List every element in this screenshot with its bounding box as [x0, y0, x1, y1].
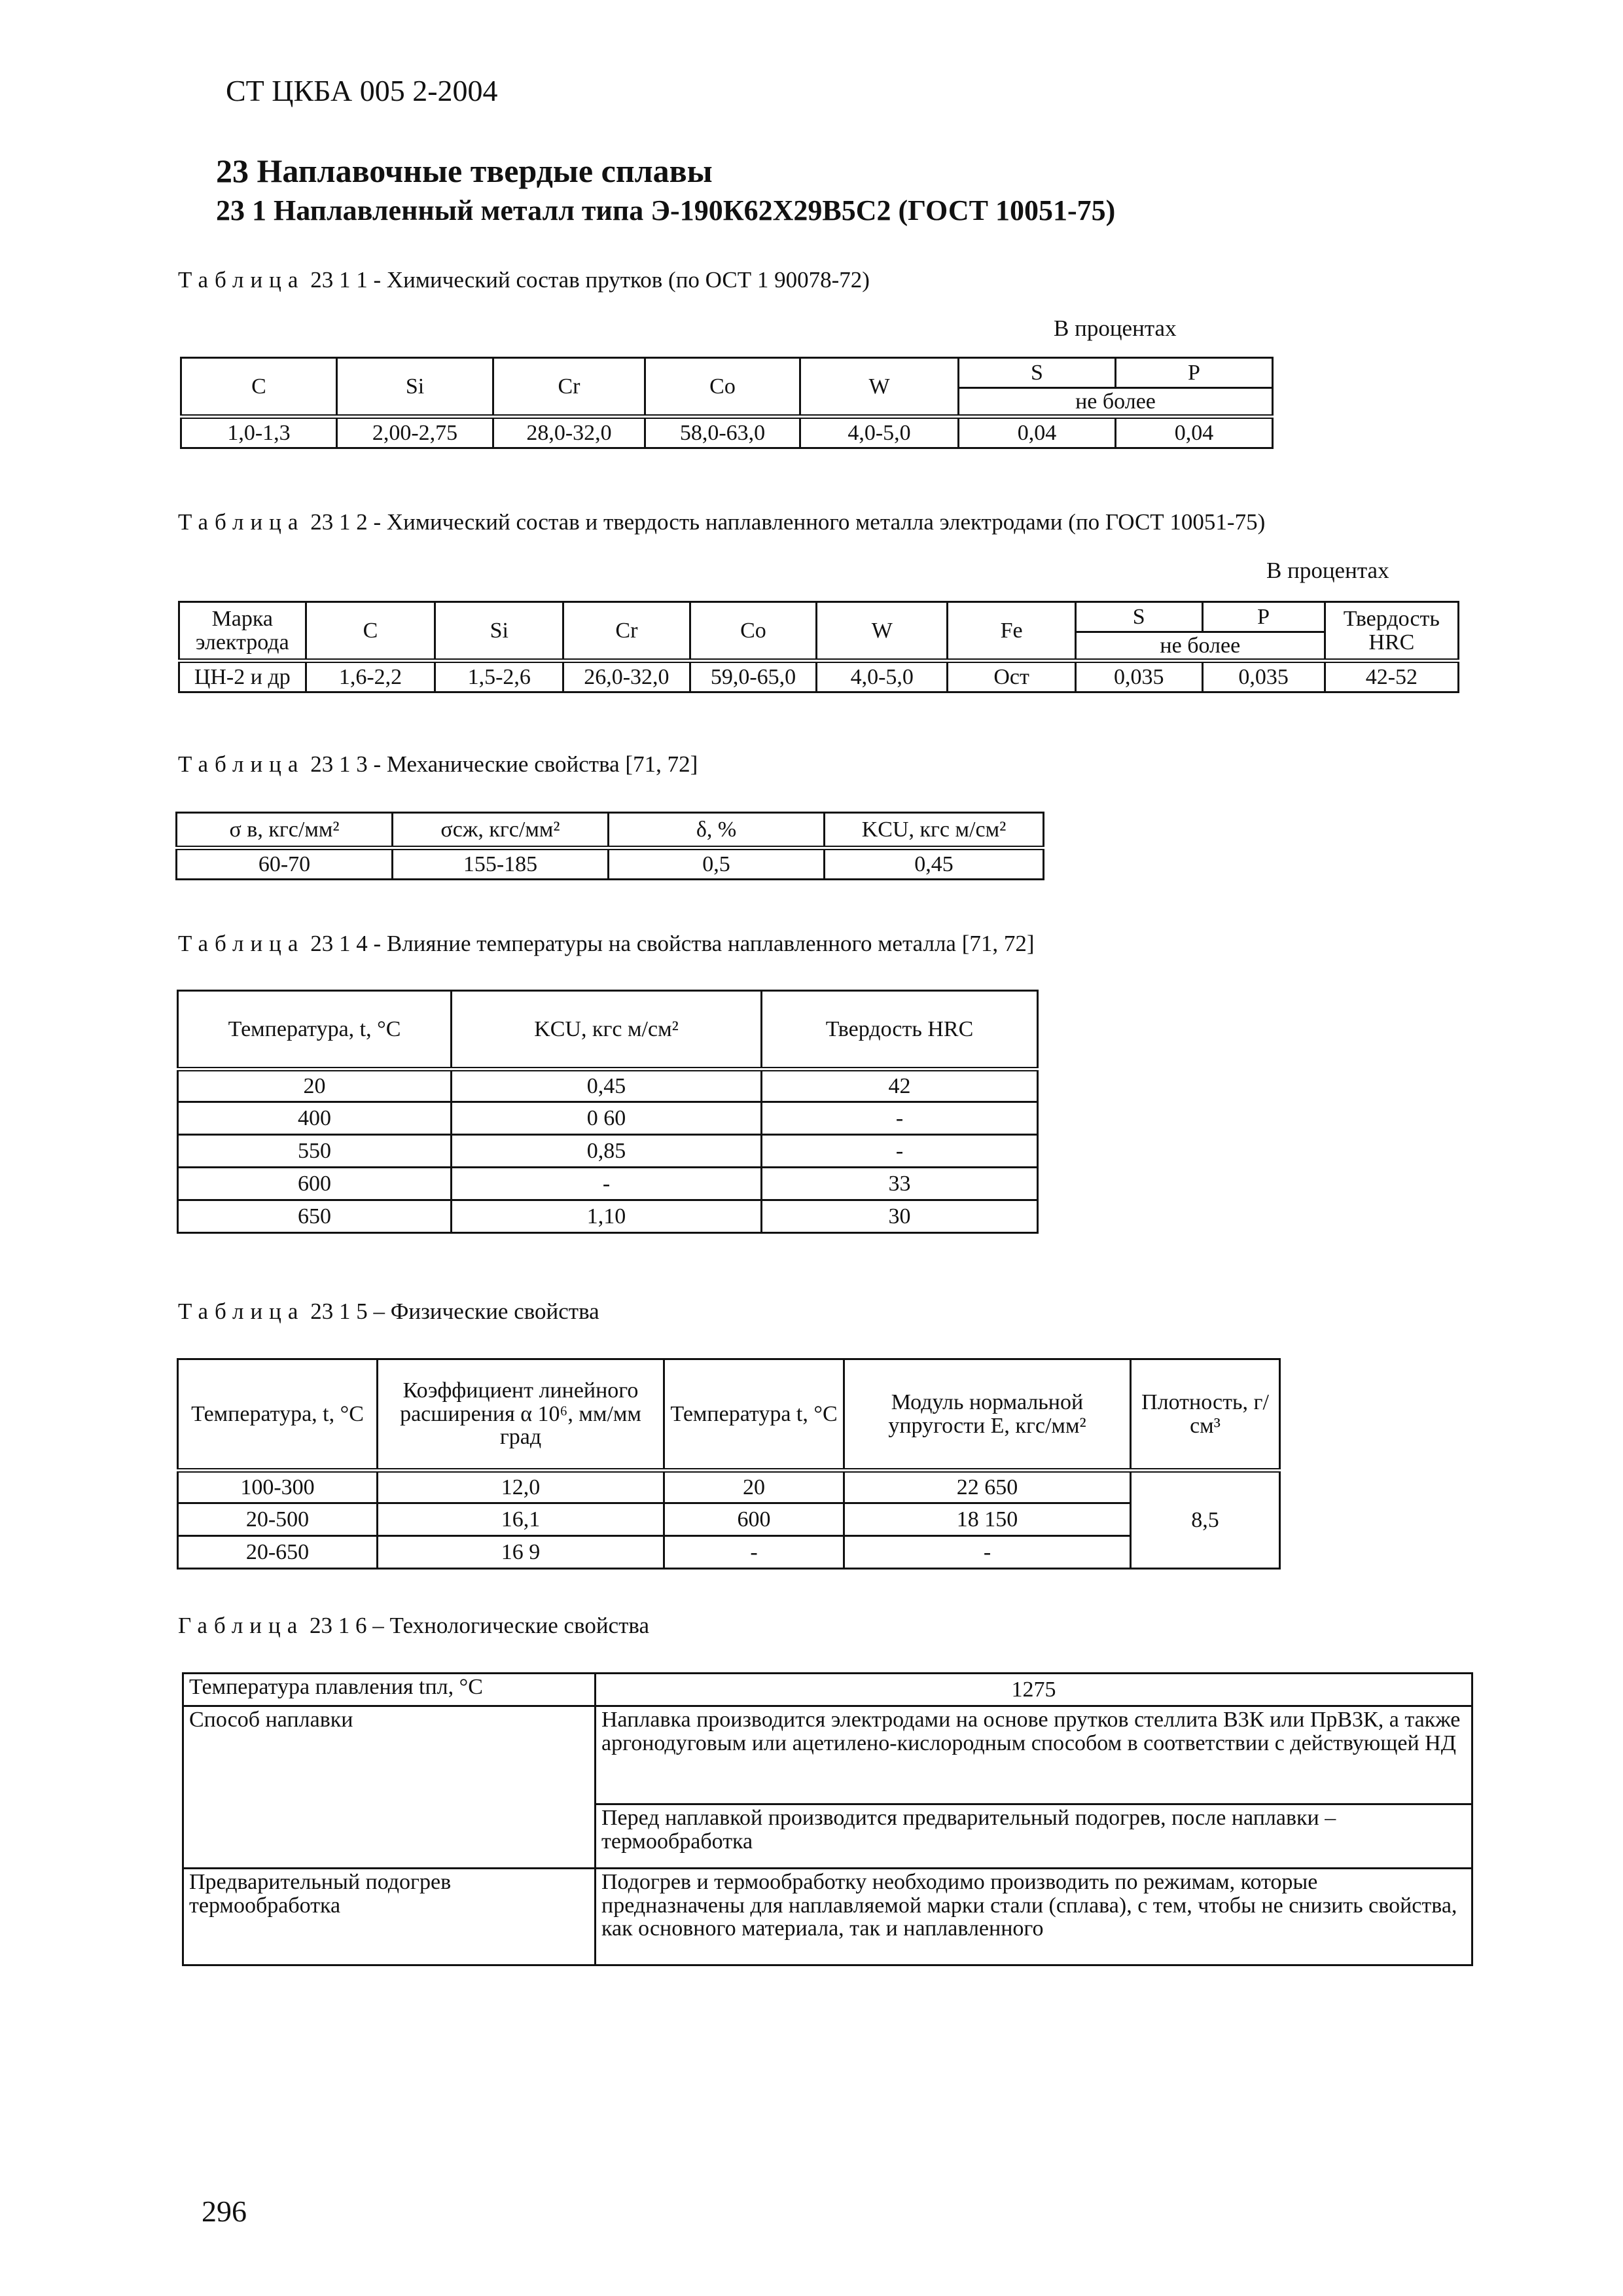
table-cell: 2,00-2,75	[337, 417, 493, 448]
table-cell: 0,45	[452, 1069, 762, 1102]
header-cell: S	[1075, 602, 1202, 632]
table-cell: -	[762, 1102, 1038, 1135]
table-cell: 42	[762, 1069, 1038, 1102]
header-cell: Si	[435, 602, 563, 661]
mechanical-properties-table	[175, 812, 1044, 880]
header-cell: P	[1202, 602, 1325, 632]
table-cell: 0,035	[1075, 661, 1202, 692]
table-cell: 0,035	[1202, 661, 1325, 692]
header-cell: P	[1116, 358, 1273, 388]
physical-properties-table	[177, 1358, 1281, 1570]
header-cell: KCU, кгс м/см²	[452, 991, 762, 1069]
header-cell: Co	[645, 358, 800, 417]
temperature-effect-table	[177, 990, 1039, 1234]
header-cell: W	[800, 358, 959, 417]
table-cell: 155-185	[393, 848, 609, 880]
header-cell: Коэффициент линейного расширения α 10⁶, мм/мм град	[378, 1359, 664, 1471]
table-cell: 26,0-32,0	[563, 661, 690, 692]
section-title: 23 Наплавочные твердые сплавы	[216, 152, 713, 189]
table-cell: 20	[664, 1471, 844, 1503]
table-cell: -	[844, 1536, 1131, 1569]
table-2-caption: Таблица 23 1 2 - Химический состав и твердость наплавленного металла электродами (по ГОСТ 10051-75)	[178, 509, 1266, 535]
table-cell: 4,0-5,0	[800, 417, 959, 448]
table-5-caption: Таблица 23 1 5 – Физические свойства	[178, 1299, 599, 1324]
table-cell: -	[762, 1135, 1038, 1168]
table-4-caption: Таблица 23 1 4 - Влияние температуры на свойства наплавленного металла [71, 72]	[178, 931, 1035, 956]
table-cell: 1,0-1,3	[181, 417, 337, 448]
table-cell: 1,10	[452, 1200, 762, 1233]
technological-properties-table	[182, 1672, 1473, 1966]
header-cell: Марка электрода	[179, 602, 306, 661]
deposition-method-text: Наплавка производится электродами на основе прутков стеллита В3К или ПрВ3К, а также аргонодуговым или ацетилено-кислородным способом в соответствии с действующей НД	[596, 1706, 1472, 1804]
header-cell: σсж, кгс/мм²	[393, 813, 609, 848]
header-cell: C	[306, 602, 435, 661]
table-cell: 650	[178, 1200, 452, 1233]
table-cell: -	[664, 1536, 844, 1569]
table-cell: 60-70	[177, 848, 393, 880]
header-cell: Плотность, г/см³	[1131, 1359, 1280, 1471]
table-cell: Ост	[948, 661, 1076, 692]
table-cell: 22 650	[844, 1471, 1131, 1503]
header-cell: W	[817, 602, 948, 661]
table-cell: ЦН-2 и др	[179, 661, 306, 692]
section-subtitle: 23 1 Наплавленный металл типа Э-190К62Х29В5С2 (ГОСТ 10051-75)	[216, 194, 1116, 226]
preheat-heat-treatment-text: Подогрев и термообработку необходимо производить по режимам, которые предназначены для наплавляемой марки стали (сплава), с тем, чтобы не снизить свойства, как основного материала, так и наплавленного	[596, 1869, 1472, 1965]
table-cell: 400	[178, 1102, 452, 1135]
table-cell: 28,0-32,0	[493, 417, 645, 448]
table-cell: 20-650	[178, 1536, 378, 1569]
table-cell: 20-500	[178, 1503, 378, 1536]
header-cell: Si	[337, 358, 493, 417]
header-cell: KCU, кгс м/см²	[825, 813, 1044, 848]
table-6-caption: Габлица 23 1 6 – Технологические свойства	[178, 1613, 650, 1638]
table-3-caption: Таблица 23 1 3 - Механические свойства [71, 72]	[178, 751, 698, 777]
table-cell: 18 150	[844, 1503, 1131, 1536]
electrode-composition-table	[178, 601, 1459, 693]
header-cell: Температура t, °С	[664, 1359, 844, 1471]
header-cell: Твердость HRC	[762, 991, 1038, 1069]
header-cell: Твердость HRC	[1325, 602, 1458, 661]
table-cell: 0,04	[959, 417, 1116, 448]
melt-temperature-value: 1275	[596, 1674, 1472, 1706]
header-cell: Fe	[948, 602, 1076, 661]
table-cell: 550	[178, 1135, 452, 1168]
header-cell: C	[181, 358, 337, 417]
table-cell: 4,0-5,0	[817, 661, 948, 692]
table-cell: 58,0-63,0	[645, 417, 800, 448]
table-cell: 12,0	[378, 1471, 664, 1503]
table-cell: -	[452, 1168, 762, 1200]
header-cell: δ, %	[609, 813, 825, 848]
preheat-note-text: Перед наплавкой производится предварительный подогрев, после наплавки – термообработка	[596, 1804, 1472, 1869]
deposition-method-label: Способ наплавки	[183, 1706, 596, 1869]
table-cell: 0,04	[1116, 417, 1273, 448]
header-cell: Температура, t, °С	[178, 991, 452, 1069]
table-cell: 20	[178, 1069, 452, 1102]
table-1-caption: Таблица 23 1 1 - Химический состав прутков (по ОСТ 1 90078-72)	[178, 267, 870, 293]
table-2-unit: В процентах	[1266, 558, 1389, 583]
table-cell: 1,5-2,6	[435, 661, 563, 692]
preheat-heat-treatment-label: Предварительный подогрев термообработка	[183, 1869, 596, 1965]
table-cell: 30	[762, 1200, 1038, 1233]
header-cell: Co	[690, 602, 817, 661]
header-cell: Cr	[563, 602, 690, 661]
table-cell: 0 60	[452, 1102, 762, 1135]
table-cell: 0,85	[452, 1135, 762, 1168]
header-cell: Модуль нормальной упругости Е, кгс/мм²	[844, 1359, 1131, 1471]
header-cell: S	[959, 358, 1116, 388]
table-cell: 0,45	[825, 848, 1044, 880]
density-cell: 8,5	[1131, 1471, 1280, 1569]
header-cell: σ в, кгс/мм²	[177, 813, 393, 848]
table-cell: 100-300	[178, 1471, 378, 1503]
table-cell: 1,6-2,2	[306, 661, 435, 692]
table-cell: 59,0-65,0	[690, 661, 817, 692]
table-cell: 600	[178, 1168, 452, 1200]
table-cell: 33	[762, 1168, 1038, 1200]
table-1-unit: В процентах	[1054, 315, 1177, 341]
chemical-composition-rods-table	[180, 357, 1274, 449]
header-subcell: не более	[959, 388, 1273, 417]
document-code: СТ ЦКБА 005 2-2004	[226, 74, 498, 107]
header-subcell: не более	[1075, 632, 1325, 661]
table-cell: 600	[664, 1503, 844, 1536]
table-cell: 16 9	[378, 1536, 664, 1569]
header-cell: Cr	[493, 358, 645, 417]
header-cell: Температура, t, °С	[178, 1359, 378, 1471]
page-number: 296	[202, 2195, 247, 2228]
melt-temperature-label: Температура плавления tпл, °С	[183, 1674, 596, 1706]
table-cell: 42-52	[1325, 661, 1458, 692]
table-cell: 0,5	[609, 848, 825, 880]
table-cell: 16,1	[378, 1503, 664, 1536]
